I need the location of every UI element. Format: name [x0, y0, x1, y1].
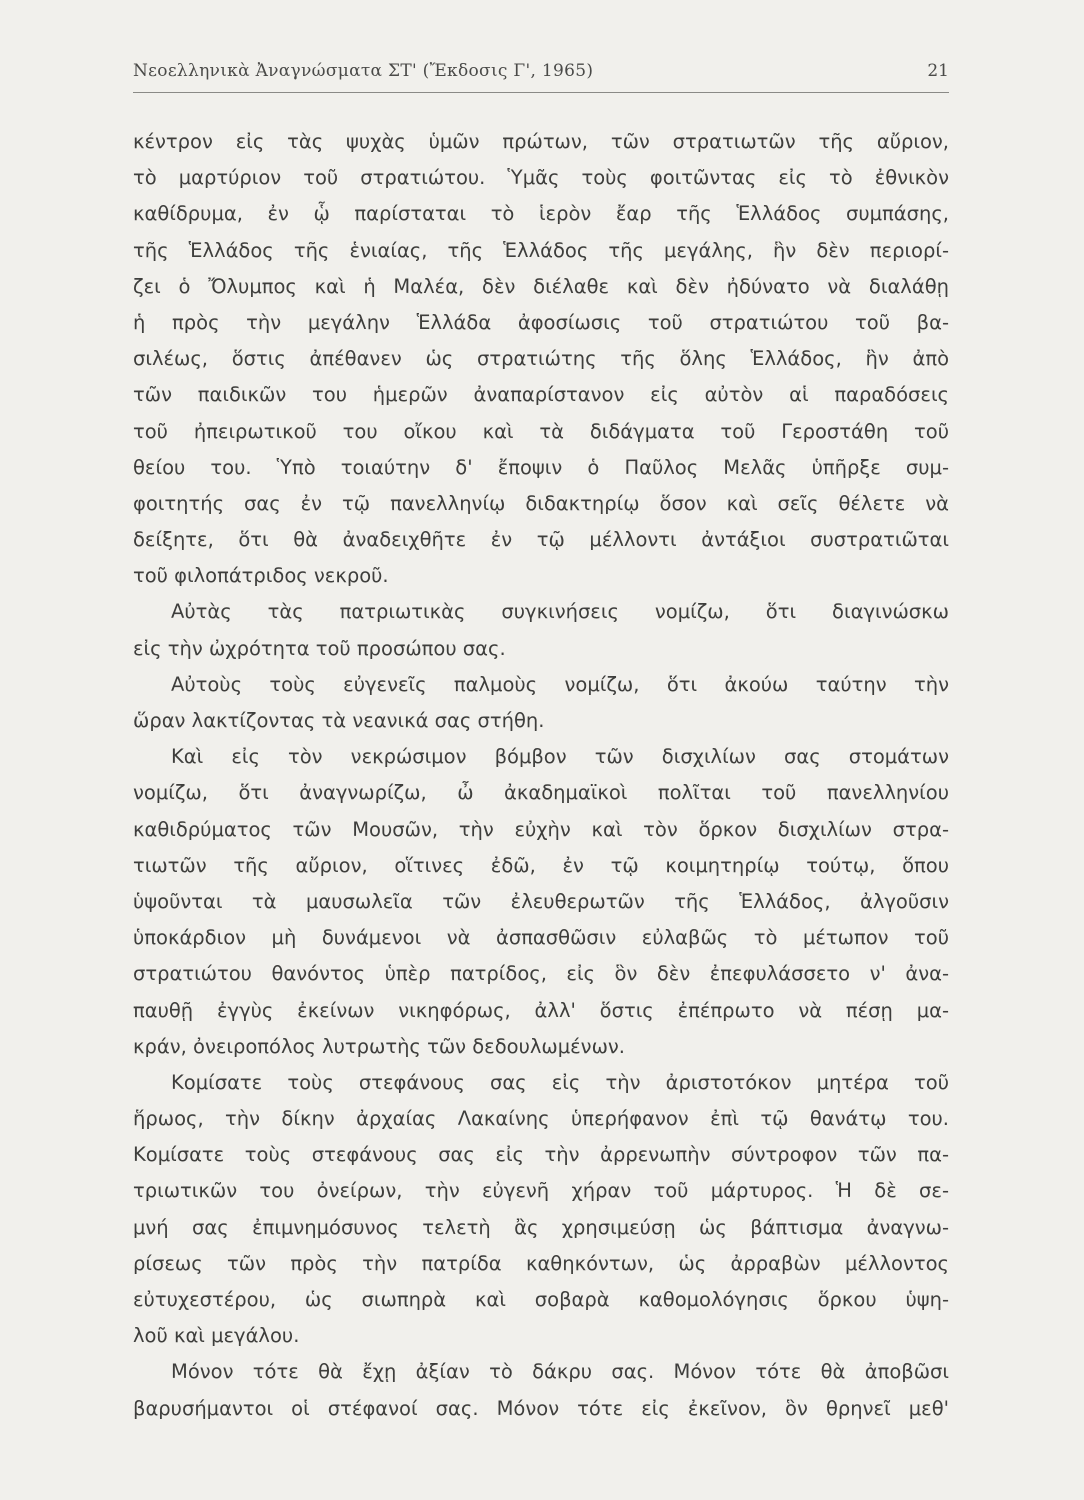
text-line: ρίσεως τῶν πρὸς τὴν πατρίδα καθηκόντων, ὡς ἀρραβὼν μέλλοντος: [133, 1251, 949, 1275]
text-line: κράν, ὀνειροπόλος λυτρωτὴς τῶν δεδουλωμένων.: [133, 1034, 625, 1058]
text-line: κέντρον εἰς τὰς ψυχὰς ὑμῶν πρώτων, τῶν στρατιωτῶν τῆς αὔριον,: [133, 130, 949, 153]
text-line: Κομίσατε τοὺς στεφάνους σας εἰς τὴν ἀρρενωπὴν σύντροφον τῶν πα-: [133, 1143, 949, 1167]
text-line: εἰς τὴν ὠχρότητα τοῦ προσώπου σας.: [133, 636, 506, 660]
text-line: τιωτῶν τῆς αὔριον, οἵτινες ἐδῶ, ἐν τῷ κοιμητηρίῳ τούτῳ, ὅπου: [133, 853, 949, 877]
text-line: θείου του. Ὑπὸ τοιαύτην δ' ἔποψιν ὁ Παῦλος Μελᾶς ὑπῆρξε συμ-: [133, 455, 949, 479]
text-line: Αὐτοὺς τοὺς εὐγενεῖς παλμοὺς νομίζω, ὅτι ἀκούω ταύτην τὴν: [171, 672, 949, 696]
text-line: Μόνον τότε θὰ ἔχῃ ἀξίαν τὸ δάκρυ σας. Μόνον τότε θὰ ἀποβῶσι: [171, 1360, 949, 1384]
text-line: ἥρωος, τὴν δίκην ἀρχαίας Λακαίνης ὑπερήφανον ἐπὶ τῷ θανάτῳ του.: [133, 1107, 949, 1131]
text-line: τῶν παιδικῶν του ἡμερῶν ἀναπαρίστανον εἰς αὐτὸν αἱ παραδόσεις: [133, 383, 949, 407]
text-line: σιλέως, ὅστις ἀπέθανεν ὡς στρατιώτης τῆς ὅλης Ἑλλάδος, ἣν ἀπὸ: [133, 347, 949, 371]
text-line: Αὐτὰς τὰς πατριωτικὰς συγκινήσεις νομίζω, ὅτι διαγινώσκω: [171, 600, 949, 624]
text-line: φοιτητής σας ἐν τῷ πανελληνίῳ διδακτηρίῳ ὅσον καὶ σεῖς θέλετε νὰ: [133, 491, 949, 515]
page-number: 21: [927, 61, 949, 81]
text-line: ζει ὁ Ὄλυμπος καὶ ἡ Μαλέα, δὲν διέλαθε καὶ δὲν ἠδύνατο νὰ διαλάθῃ: [133, 274, 949, 298]
text-line: τριωτικῶν του ὀνείρων, τὴν εὐγενῆ χήραν τοῦ μάρτυρος. Ἡ δὲ σε-: [133, 1179, 949, 1203]
text-line: μνή σας ἐπιμνημόσυνος τελετὴ ἂς χρησιμεύσῃ ὡς βάπτισμα ἀναγνω-: [133, 1215, 949, 1239]
text-line: Κομίσατε τοὺς στεφάνους σας εἰς τὴν ἀριστοτόκον μητέρα τοῦ: [171, 1070, 949, 1094]
book-title: Νεοελληνικὰ Ἀναγνώσματα ΣΤ' (Ἔκδοσις Γ', 1965): [133, 61, 594, 81]
text-line: τὸ μαρτύριον τοῦ στρατιώτου. Ὑμᾶς τοὺς φοιτῶντας εἰς τὸ ἐθνικὸν: [133, 166, 949, 190]
text-line: στρατιώτου θανόντος ὑπὲρ πατρίδος, εἰς ὃν δὲν ἐπεφυλάσσετο ν' ἀνα-: [133, 962, 949, 986]
text-line: καθίδρυμα, ἐν ᾧ παρίσταται τὸ ἱερὸν ἔαρ τῆς Ἑλλάδος συμπάσης,: [133, 202, 949, 226]
text-line: καθιδρύματος τῶν Μουσῶν, τὴν εὐχὴν καὶ τὸν ὅρκον δισχιλίων στρα-: [133, 817, 949, 841]
text-line: ὥραν λακτίζοντας τὰ νεανικά σας στήθη.: [133, 709, 545, 732]
text-line: τοῦ ἠπειρωτικοῦ του οἴκου καὶ τὰ διδάγματα τοῦ Γεροστάθη τοῦ: [133, 419, 949, 443]
text-line: νομίζω, ὅτι ἀναγνωρίζω, ὦ ἀκαδημαϊκοὶ πολῖται τοῦ πανελληνίου: [133, 781, 949, 805]
text-line: τοῦ φιλοπάτριδος νεκροῦ.: [133, 564, 389, 588]
text-line: ὑψοῦνται τὰ μαυσωλεῖα τῶν ἐλευθερωτῶν τῆς Ἑλλάδος, ἀλγοῦσιν: [133, 889, 949, 913]
text-line: λοῦ καὶ μεγάλου.: [133, 1324, 300, 1348]
text-line: παυθῇ ἐγγὺς ἐκείνων νικηφόρως, ἀλλ' ὅστις ἐπέπρωτο νὰ πέσῃ μα-: [133, 998, 949, 1022]
text-line: δείξητε, ὅτι θὰ ἀναδειχθῆτε ἐν τῷ μέλλοντι ἀντάξιοι συστρατιῶται: [133, 528, 949, 552]
text-line: εὐτυχεστέρου, ὡς σιωπηρὰ καὶ σοβαρὰ καθομολόγησις ὅρκου ὑψη-: [133, 1288, 949, 1311]
text-line: Καὶ εἰς τὸν νεκρώσιμον βόμβον τῶν δισχιλίων σας στομάτων: [171, 745, 949, 769]
text-line: ἡ πρὸς τὴν μεγάλην Ἑλλάδα ἀφοσίωσις τοῦ στρατιώτου τοῦ βα-: [133, 310, 949, 334]
text-line: ὑποκάρδιον μὴ δυνάμενοι νὰ ἀσπασθῶσιν εὐλαβῶς τὸ μέτωπον τοῦ: [133, 926, 949, 950]
text-line: τῆς Ἑλλάδος τῆς ἑνιαίας, τῆς Ἑλλάδος τῆς μεγάλης, ἣν δὲν περιορί-: [133, 238, 949, 262]
body-text: [133, 124, 949, 1427]
running-header: [133, 58, 949, 93]
text-line: βαρυσήμαντοι οἱ στέφανοί σας. Μόνον τότε εἰς ἐκεῖνον, ὃν θρηνεῖ μεθ': [133, 1396, 949, 1420]
